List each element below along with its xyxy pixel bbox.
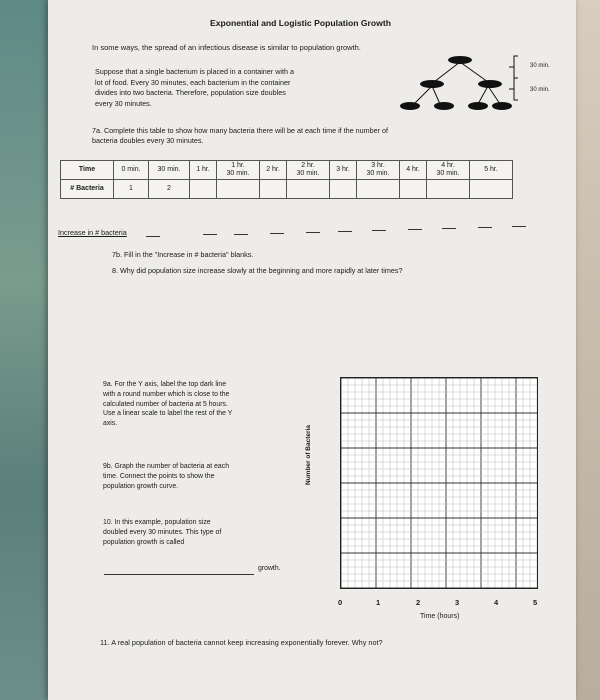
question-9a-line: Use a linear scale to label the rest of the Y (103, 410, 233, 418)
question-9a-line: with a round number which is close to the (103, 390, 230, 398)
paragraph-line: divides into two bacteria. Therefore, population size doubles (95, 88, 286, 97)
increase-blank[interactable] (408, 229, 422, 230)
question-9a-line: axis. (103, 420, 118, 428)
bacteria-cell[interactable] (287, 180, 330, 199)
bacteria-cell[interactable]: 1 (114, 180, 149, 199)
time-cell: 4 hr. (400, 161, 427, 180)
bacterium-shape (420, 80, 444, 88)
question-11: 11. A real population of bacteria cannot keep increasing exponentially forever. Why not? (100, 638, 383, 647)
bacteria-cell[interactable]: 2 (149, 180, 190, 199)
question-9a (103, 380, 303, 429)
x-tick-label: 5 (533, 598, 538, 607)
bacteria-cell[interactable] (190, 180, 217, 199)
bacterium-shape (400, 102, 420, 110)
bacteria-cell[interactable] (400, 180, 427, 199)
increase-label (58, 228, 127, 237)
time-cell: 3 hr. (330, 161, 357, 180)
bacterium-shape (434, 102, 454, 110)
interval-note: 30 min. (530, 63, 550, 69)
question-9b-line: 9b. Graph the number of bacteria at each (103, 463, 230, 470)
increase-blank[interactable] (203, 234, 217, 235)
bacteria-cell[interactable] (427, 180, 470, 199)
bacteria-cell[interactable] (470, 180, 513, 199)
bacteria-paragraph (95, 67, 375, 109)
bacteria-table (60, 160, 513, 199)
time-cell: 1 hr. (190, 161, 217, 180)
increase-blank[interactable] (234, 234, 248, 235)
question-10-line: 10. In this example, population size (103, 519, 211, 526)
question-10-line: doubled every 30 minutes. This type of (103, 528, 222, 536)
bacteria-row (61, 180, 513, 199)
time-cell: 3 hr. 30 min. (357, 161, 400, 180)
time-cell: 1 hr. 30 min. (217, 161, 260, 180)
bacterium-shape (448, 56, 472, 64)
increase-blank[interactable] (512, 226, 526, 227)
x-tick-label: 3 (455, 598, 460, 607)
increase-blank[interactable] (146, 236, 160, 237)
bacteria-cell[interactable] (217, 180, 260, 199)
bacteria-cell[interactable] (330, 180, 357, 199)
bacteria-cell[interactable] (260, 180, 287, 199)
paragraph-line: every 30 minutes. (95, 98, 152, 108)
increase-blank[interactable] (478, 227, 492, 228)
y-axis-label: Number of Bacteria (305, 425, 312, 485)
bacteria-division-diagram (392, 48, 572, 118)
increase-blank[interactable] (306, 232, 320, 233)
time-cell: 30 min. (149, 161, 190, 180)
time-cell: 4 hr. 30 min. (427, 161, 470, 180)
increase-blank[interactable] (270, 233, 284, 234)
graph-grid[interactable] (341, 378, 537, 588)
time-header: Time (61, 161, 114, 180)
increase-blank[interactable] (338, 231, 352, 232)
question-8: 8. Why did population size increase slowly at the beginning and more rapidly at later times? (112, 266, 403, 275)
x-tick-label: 1 (376, 598, 381, 607)
x-tick-label: 4 (494, 598, 499, 607)
time-cell: 2 hr. 30 min. (287, 161, 330, 180)
time-cell: 5 hr. (470, 161, 513, 180)
worksheet-title: Exponential and Logistic Population Growth (210, 18, 391, 28)
increase-blank[interactable] (442, 228, 456, 229)
paragraph-line: Suppose that a single bacterium is placed in a container with a (95, 67, 294, 76)
intro-text: In some ways, the spread of an infectious disease is similar to population growth. (92, 43, 361, 52)
question-7a-line: 7a. Complete this table to show how many bacteria there will be at each time if the number of (92, 126, 389, 135)
time-cell: 0 min. (114, 161, 149, 180)
graph-grid-frame (340, 377, 538, 589)
x-tick-label: 0 (338, 598, 343, 607)
question-10 (103, 518, 303, 547)
x-tick-label: 2 (416, 598, 421, 607)
question-7a (92, 126, 552, 146)
paragraph-line: lot of food. Every 30 minutes, each bacterium in the container (95, 77, 291, 87)
question-10-line: population growth is called (103, 538, 185, 546)
question-7b: 7b. Fill in the "Increase in # bacteria" blanks. (112, 250, 254, 259)
question-9a-line: 9a. For the Y axis, label the top dark line (103, 381, 227, 388)
question-9b-line: time. Connect the points to show the (103, 472, 215, 480)
question-9a-line: calculated number of bacteria at 5 hours. (103, 400, 228, 408)
interval-note: 30 min. (530, 87, 550, 93)
increase-label-text: Increase in # bacteria (58, 228, 127, 237)
bacterium-shape (468, 102, 488, 110)
growth-type-blank[interactable] (104, 574, 254, 575)
increase-blank[interactable] (372, 230, 386, 231)
question-7a-line: bacteria doubles every 30 minutes. (92, 136, 204, 146)
x-axis-label: Time (hours) (420, 613, 460, 620)
bacterium-shape (478, 80, 502, 88)
growth-word: growth. (258, 565, 281, 572)
time-cell: 2 hr. (260, 161, 287, 180)
question-9b (103, 462, 303, 491)
question-9b-line: population growth curve. (103, 482, 179, 490)
bacteria-header: # Bacteria (61, 180, 114, 199)
bacterium-shape (492, 102, 512, 110)
bacteria-cell[interactable] (357, 180, 400, 199)
time-row (61, 161, 513, 180)
